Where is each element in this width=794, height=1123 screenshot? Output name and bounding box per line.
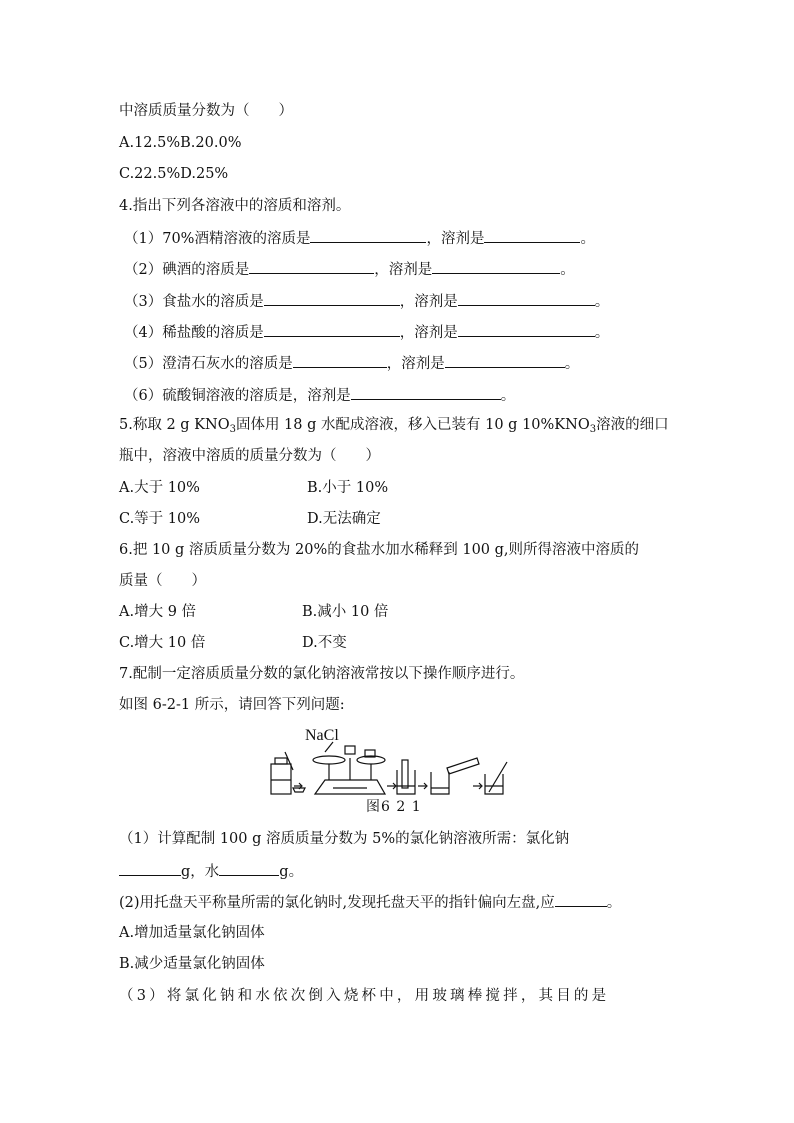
q5-option-d: D.无法确定: [307, 511, 381, 527]
figure-caption: 图6 2 1: [366, 799, 422, 815]
q5-option-a: A.大于 10%: [119, 480, 200, 496]
experiment-figure: [265, 722, 535, 802]
arrow-icon-2: [387, 783, 396, 789]
q3-options-cd: C.22.5%D.25%: [119, 166, 229, 182]
arrow-icon-3: [418, 783, 427, 789]
balance-icon: [313, 742, 385, 794]
q7-intro: 如图 6-2-1 所示，请回答下列问题:: [119, 697, 345, 713]
arrow-icon-4: [473, 783, 482, 789]
q4-item-2: （2）碘酒的溶质是 ，溶剂是 。: [124, 258, 575, 280]
stirring-icon: [485, 762, 507, 794]
q4-item-1: （1）70%酒精溶液的溶质是 ，溶剂是 。: [124, 227, 595, 249]
beaker-cylinder-icon: [397, 760, 415, 794]
q5-option-c: C.等于 10%: [119, 511, 201, 527]
q7-sub1-line2: g，水 g。: [119, 860, 303, 882]
q5-stem-line2: 瓶中，溶液中溶质的质量分数为（ ）: [119, 448, 380, 464]
q6-option-a: A.增大 9 倍: [119, 604, 197, 620]
figure-label-nacl: NaCl: [305, 727, 339, 744]
q4-item-6: （6）硫酸铜溶液的溶质是，溶剂是 。: [124, 384, 515, 406]
q4-item-5: （5）澄清石灰水的溶质是 ，溶剂是 。: [124, 352, 579, 374]
q7-stem: 7.配制一定溶质质量分数的氯化钠溶液常按以下操作顺序进行。: [119, 666, 525, 682]
q5-stem-line1: 5.称取 2 g $KNO_3$固体用 18 g 水配成溶液，移入已装有 10 g $10\%KNO_3$溶液的细口: [119, 417, 669, 435]
q6-stem-line1: 6.把 10 g 溶质质量分数为 20%的食盐水加水稀释到 100 g,则所得溶液中溶质的: [119, 542, 640, 558]
pouring-icon: [431, 758, 479, 794]
q4-item-4: （4）稀盐酸的溶质是 ，溶剂是 。: [124, 321, 609, 343]
q3-options-ab: A.12.5%B.20.0%: [119, 135, 242, 151]
q6-option-b: B.减小 10 倍: [302, 604, 389, 620]
reagent-bottle-icon: [271, 752, 293, 794]
q7-sub2-option-b: B.减少适量氯化钠固体: [119, 956, 265, 972]
q6-option-d: D.不变: [302, 635, 347, 651]
q7-sub3: （3）将氯化钠和水依次倒入烧杯中，用玻璃棒搅拌，其目的是: [119, 988, 610, 1004]
q6-stem-line2: 质量（ ）: [119, 573, 206, 589]
q7-sub1-line1: （1）计算配制 100 g 溶质质量分数为 5%的氯化钠溶液所需：氯化钠: [119, 831, 570, 847]
q4-stem: 4.指出下列各溶液中的溶质和溶剂。: [119, 198, 351, 214]
q6-option-c: C.增大 10 倍: [119, 635, 206, 651]
q4-item-3: （3）食盐水的溶质是 ，溶剂是 。: [124, 290, 609, 312]
q7-sub2-option-a: A.增加适量氯化钠固体: [119, 925, 265, 941]
q3-stem-tail: 中溶质质量分数为（ ）: [119, 103, 293, 119]
q5-option-b: B.小于 10%: [307, 480, 389, 496]
weighing-paper-icon: [293, 788, 305, 792]
q7-sub2: (2)用托盘天平称量所需的氯化钠时,发现托盘天平的指针偏向左盘,应 。: [119, 891, 621, 913]
